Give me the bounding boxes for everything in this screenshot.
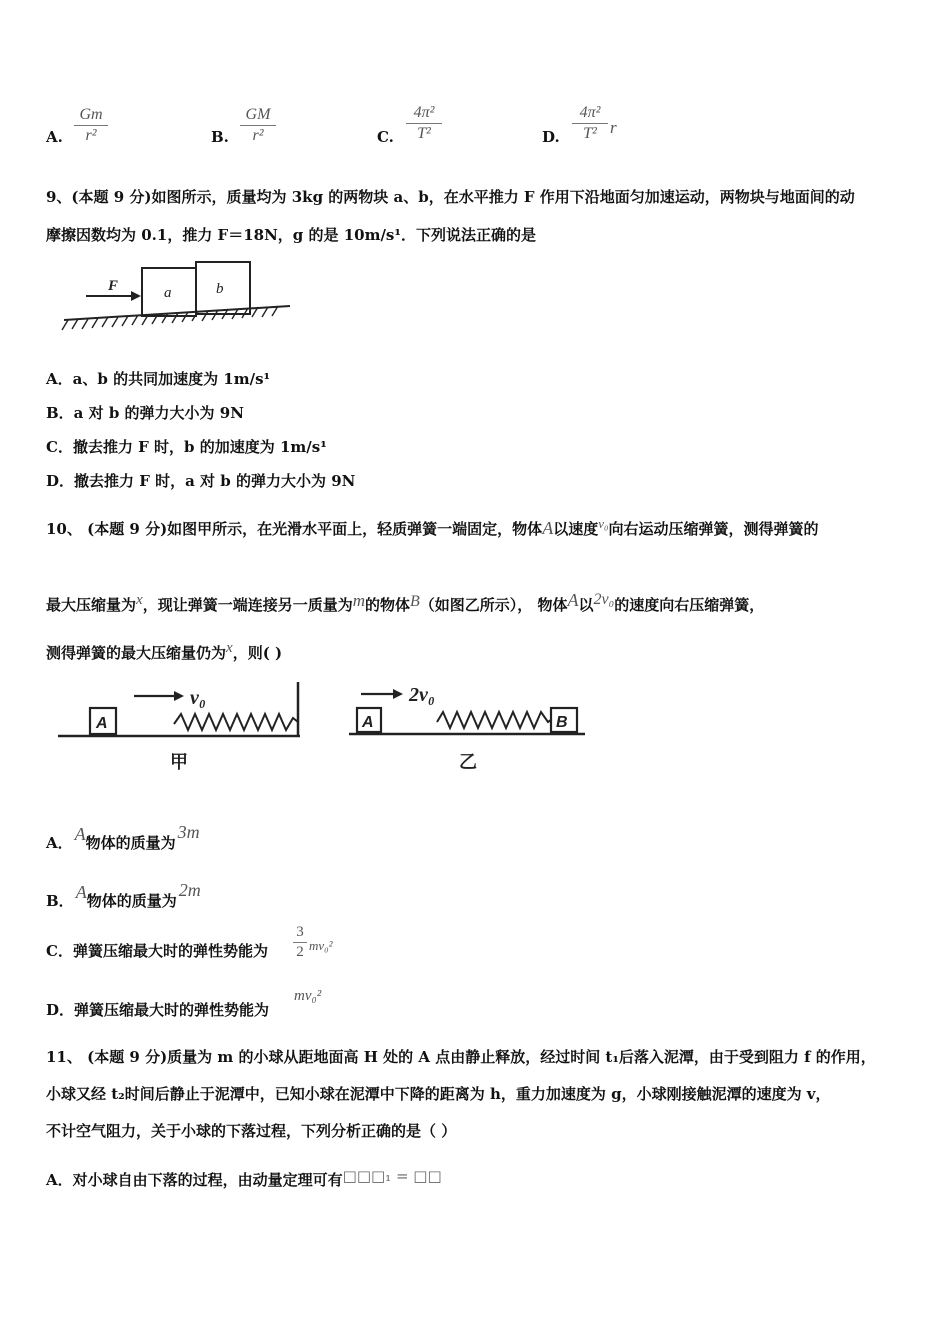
q9-option-d: D．撤去推力 F 时，a 对 b 的弹力大小为 9N [46, 472, 356, 490]
q11-text-line2: 小球又经 t₂时间后静止于泥潭中，已知小球在泥潭中下降的距离为 h，重力加速度为 g，小球刚接触泥潭的速度为 v， [46, 1085, 831, 1103]
q9-figure-block-b-label: b [216, 281, 224, 297]
q9-figure-force-label: F [108, 278, 119, 294]
q9-text-line1: 9、(本题 9 分)如图所示，质量均为 3kg 的两物块 a、b，在水平推力 F 作用下沿地面匀加速运动，两物块与地面间的动 [46, 188, 855, 206]
q8-option-d-fraction: 4π² T² [572, 104, 608, 143]
q10-figure-left [50, 678, 312, 778]
q8-option-d-label: D. [542, 128, 560, 146]
q11-option-a: A．对小球自由下落的过程，由动量定理可有□□□₁ = □□ [46, 1167, 442, 1189]
q10-figure-right-block-b-label: B [556, 714, 568, 731]
q10-figure-left-block-label: A [96, 715, 108, 732]
q11-text-line3: 不计空气阻力，关于小球的下落过程，下列分析正确的是（ ） [46, 1122, 457, 1140]
q9-option-b: B．a 对 b 的弹力大小为 9N [46, 404, 244, 422]
q10-option-c-value: mv₀² [309, 938, 333, 953]
q9-figure [44, 250, 300, 340]
q10-option-c-fraction: 3 2 [293, 924, 307, 961]
q10-text-line1: 10、 (本题 9 分)如图甲所示，在光滑水平面上，轻质弹簧一端固定，物体A以速度v₀向右运动压缩弹簧，测得弹簧的 [46, 516, 819, 538]
q9-option-a: A．a、b 的共同加速度为 1m/s¹ [46, 370, 271, 388]
q11-option-a-formula: □□□₁ = □□ [342, 1167, 442, 1185]
q9-figure-block-a-label: a [164, 285, 172, 301]
q10-text-line3: 测得弹簧的最大压缩量仍为x，则( ) [46, 640, 283, 662]
q10-figure-left-caption: 甲 [170, 752, 188, 773]
q9-text-line2: 摩擦因数均为 0.1，推力 F＝18N，g 的是 10m/s¹．下列说法正确的是 [46, 226, 536, 244]
q10-figure-right-caption: 乙 [459, 752, 477, 773]
q10-text-line2: 最大压缩量为x，现让弹簧一端连接另一质量为m的物体B（如图乙所示）， 物体A以2v₀的速度向右压缩弹簧， [46, 590, 765, 614]
q10-figure-right [345, 678, 595, 778]
q8-option-b-fraction: GM r² [240, 106, 276, 145]
q10-option-a: A． A物体的质量为3m [46, 822, 200, 852]
q10-figure-right-block-a-label: A [362, 714, 374, 731]
q8-option-c-fraction: 4π² T² [406, 104, 442, 143]
q11-text-line1: 11、 (本题 9 分)质量为 m 的小球从距地面高 H 处的 A 点由静止释放，经过时间 t₁后落入泥潭，由于受到阻力 f 的作用， [46, 1048, 876, 1066]
q10-figure-right-velocity: 2v₀ [409, 684, 435, 706]
q9-option-c: C．撤去推力 F 时，b 的加速度为 1m/s¹ [46, 438, 327, 456]
q8-option-c-label: C. [377, 128, 394, 146]
q10-option-c: C．弹簧压缩最大时的弹性势能为 [46, 942, 268, 960]
q8-option-a-fraction: Gm r² [74, 106, 108, 145]
q10-option-d: D．弹簧压缩最大时的弹性势能为 [46, 1001, 270, 1019]
q8-option-b-label: B. [211, 128, 229, 146]
q10-option-b: B． A物体的质量为2m [46, 880, 201, 910]
q8-option-d-suffix: r [610, 118, 617, 137]
q8-option-a-label: A. [46, 128, 63, 146]
q10-option-d-value: mv₀² [294, 988, 322, 1004]
q10-figure-left-velocity: v₀ [190, 687, 206, 709]
